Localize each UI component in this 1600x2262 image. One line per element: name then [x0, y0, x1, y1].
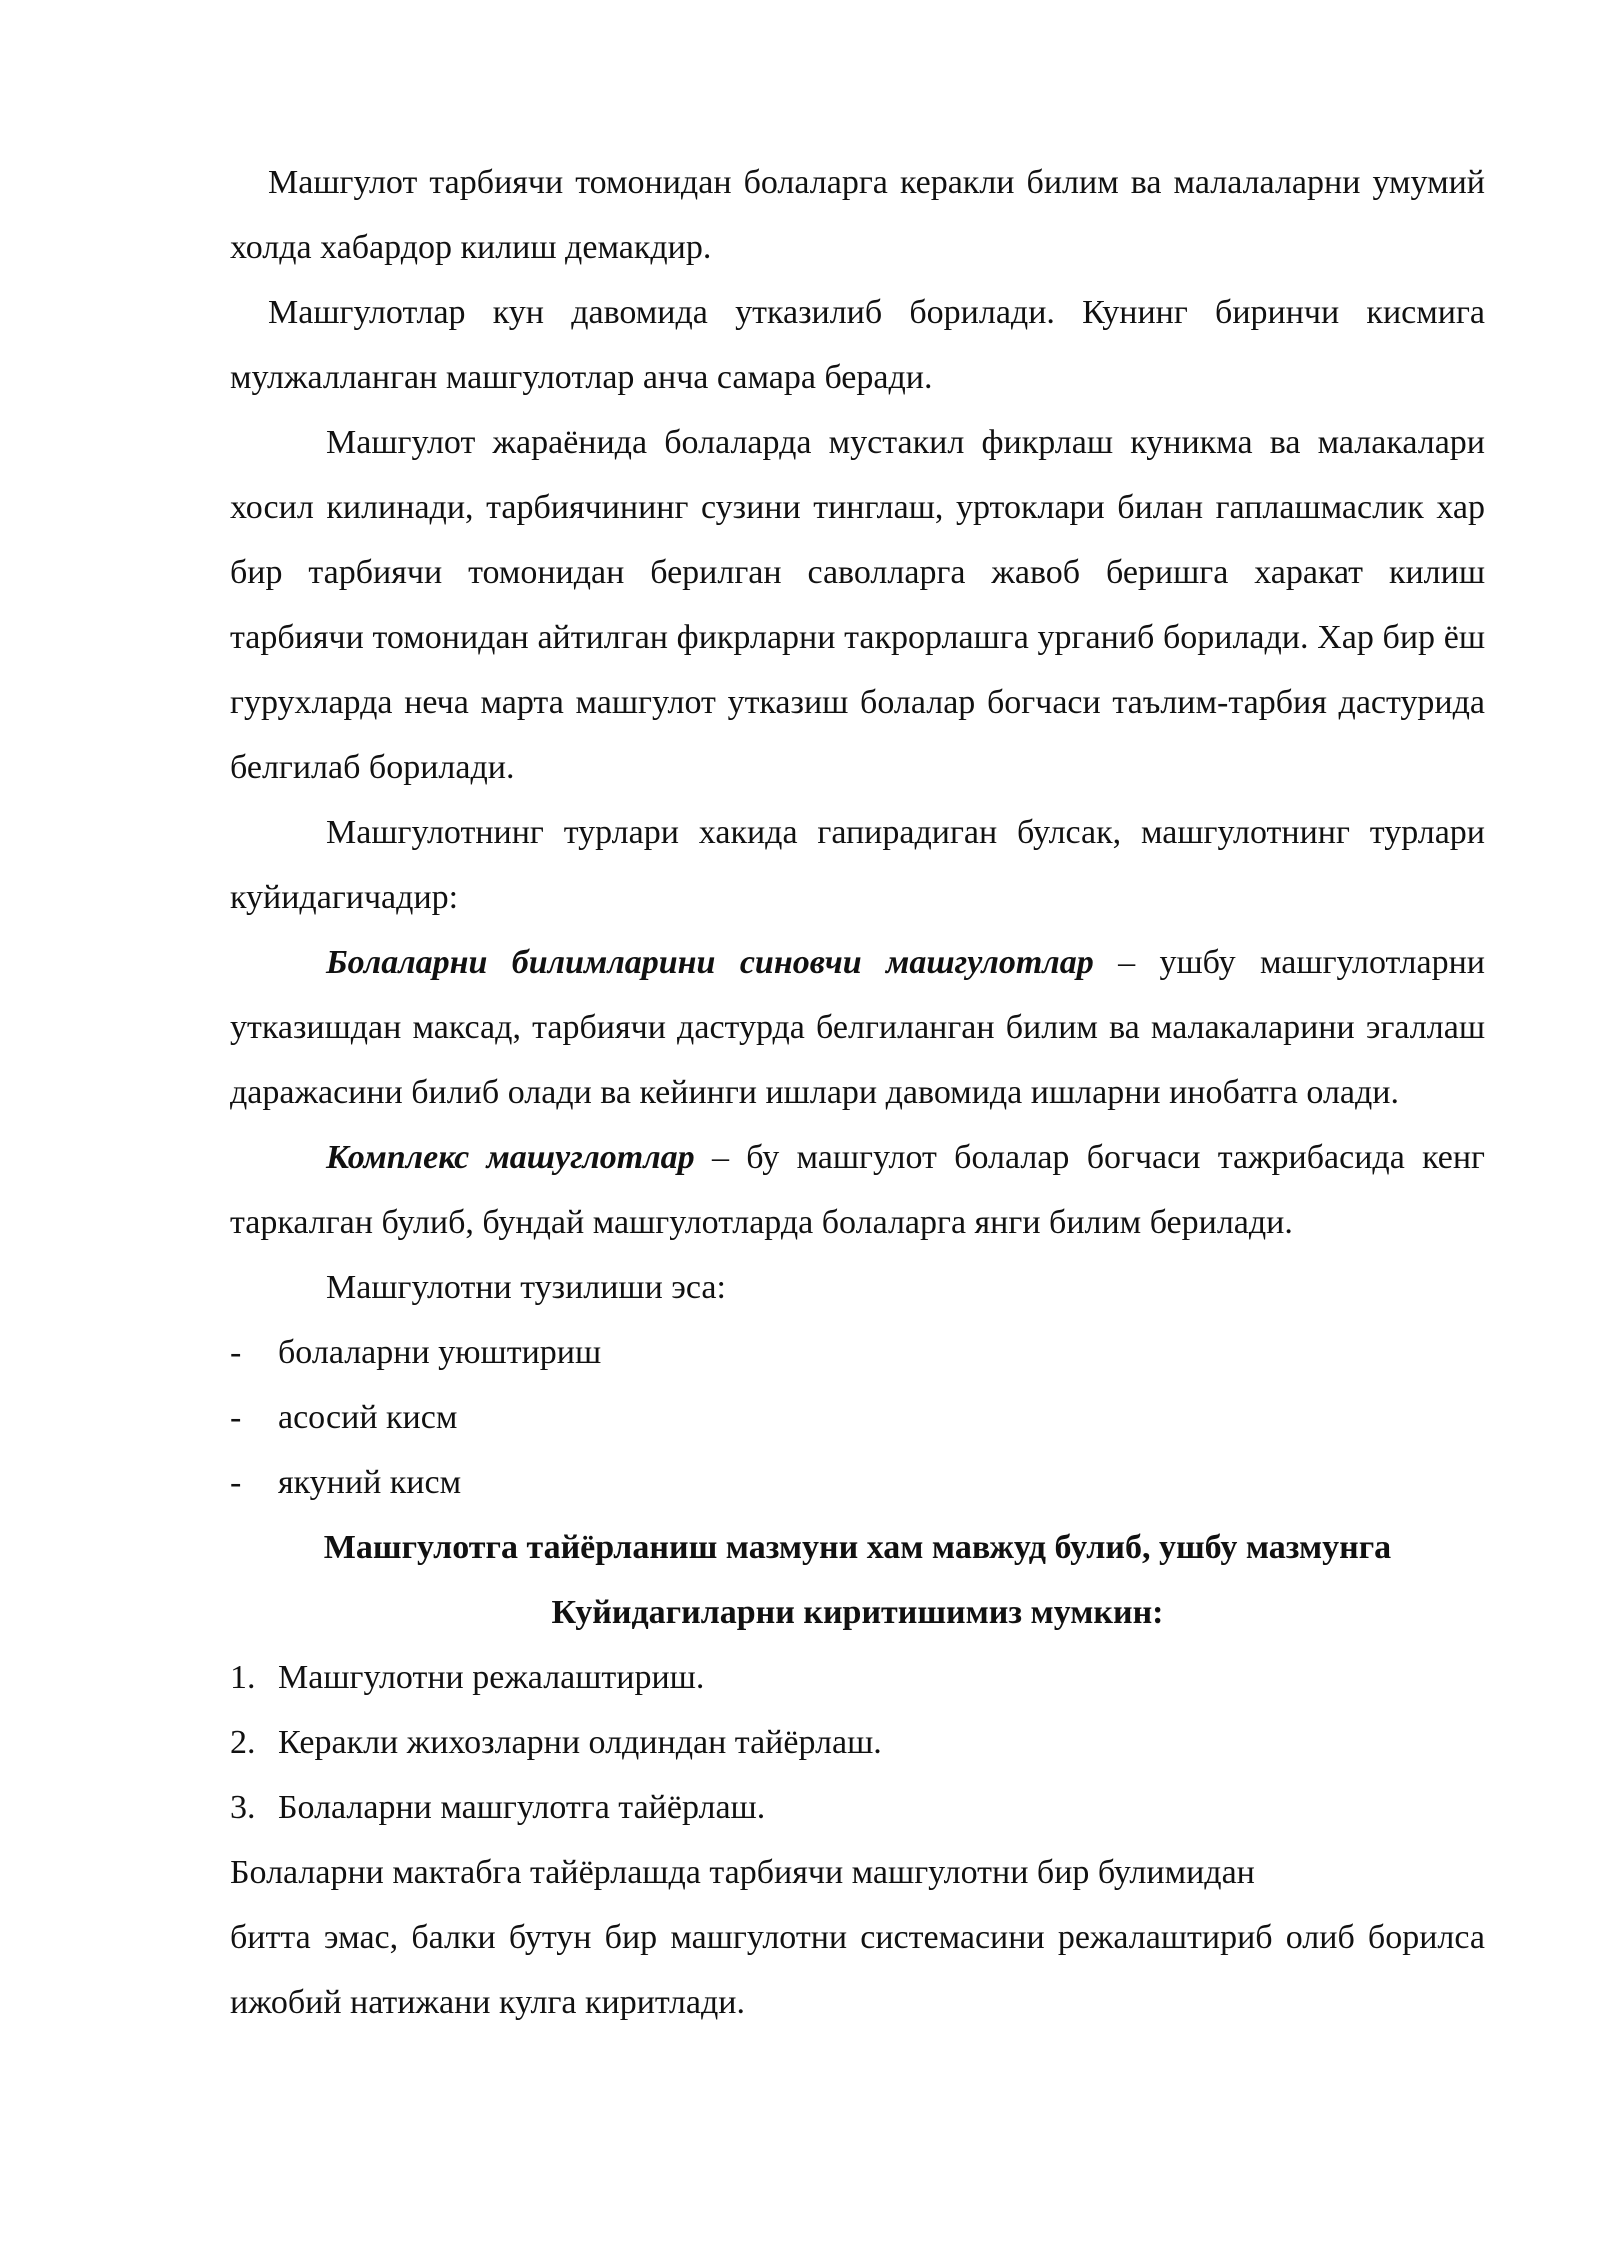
paragraph-types-intro: Машгулотнинг турлари хакида гапирадиган булсак, машгулотнинг турлари куйидагичадир: — [230, 814, 1485, 916]
list-number: 2. — [230, 1724, 256, 1761]
dash-list — [230, 1320, 1485, 1515]
list-dash-marker: - — [230, 1334, 242, 1371]
list-item — [230, 1385, 1485, 1450]
list-item-text: асосий кисм — [278, 1399, 458, 1436]
list-item-text: Керакли жихозларни олдиндан тайёрлаш. — [278, 1724, 882, 1761]
list-item-text: Машгулотни режалаштириш. — [278, 1659, 705, 1696]
list-item — [230, 1775, 1485, 1840]
document-body — [230, 150, 1485, 2035]
list-item — [230, 1450, 1485, 1515]
closing-paragraph: битта эмас, балки бутун бир машгулотни системасини режалаштириб олиб борилса ижобий натижани кулга киритлади. — [230, 1919, 1485, 2021]
list-item-text: якуний кисм — [278, 1464, 462, 1501]
list-item — [230, 1320, 1485, 1385]
term-testing-text: – ушбу машгулотларни утказишдан максад, тарбиячи дастурда белгиланган билим ва малакаларини эгаллаш даражасини билиб олади ва кейинги ишлари давомида ишларни инобатга олади. — [230, 944, 1485, 1111]
paragraph-term-testing — [230, 930, 1485, 1125]
term-testing-title: Болаларни билимларини синовчи машгулотлар — [326, 944, 1094, 981]
list-dash-marker: - — [230, 1399, 242, 1436]
list-item — [230, 1710, 1485, 1775]
paragraph-structure-intro: Машгулотни тузилиши эса: — [326, 1269, 726, 1306]
numbered-list — [230, 1645, 1485, 1840]
list-dash-marker: - — [230, 1464, 242, 1501]
section-heading-line: Куйидагиларни киритишимиз мумкин: — [551, 1594, 1164, 1631]
term-complex-title: Комплекс машуглотлар — [326, 1139, 695, 1176]
list-item-text: болаларни уюштириш — [278, 1334, 602, 1371]
paragraph-skills: Машгулот жараёнида болаларда мустакил фикрлаш куникма ва малакалари хосил килинади, тарбиячининг сузини тинглаш, уртоклари билан гаплашмаслик хар бир тарбиячи томонидан берилган саволларга жавоб беришга харакат килиш тарбиячи томонидан айтилган фикрларни такрорлашга урганиб борилади. Хар бир ёш гурухларда неча марта машгулот утказиш болалар богчаси таълим-тарбия дастурида белгилаб борилади. — [230, 424, 1485, 786]
section-heading-line: Машгулотга тайёрланиш мазмуни хам мавжуд булиб, ушбу мазмунга — [323, 1529, 1392, 1566]
paragraph-term-complex — [230, 1125, 1485, 1255]
list-number: 3. — [230, 1789, 256, 1826]
list-number: 1. — [230, 1659, 256, 1696]
term-complex-text: – бу машгулот болалар богчаси тажрибасида кенг таркалган булиб, бундай машгулотларда болаларга янги билим берилади. — [230, 1139, 1485, 1241]
paragraph-definition: Машгулот тарбиячи томонидан болаларга керакли билим ва малалаларни умумий холда хабардор килиш демакдир. — [230, 164, 1485, 266]
list-item — [230, 1645, 1485, 1710]
closing-line: Болаларни мактабга тайёрлашда тарбиячи машгулотни бир булимидан — [230, 1854, 1255, 1891]
list-item-text: Болаларни машгулотга тайёрлаш. — [278, 1789, 766, 1826]
section-heading — [230, 1515, 1485, 1645]
paragraph-daily-schedule: Машгулотлар кун давомида утказилиб борилади. Кунинг биринчи кисмига мулжалланган машгулотлар анча самара беради. — [230, 294, 1485, 396]
